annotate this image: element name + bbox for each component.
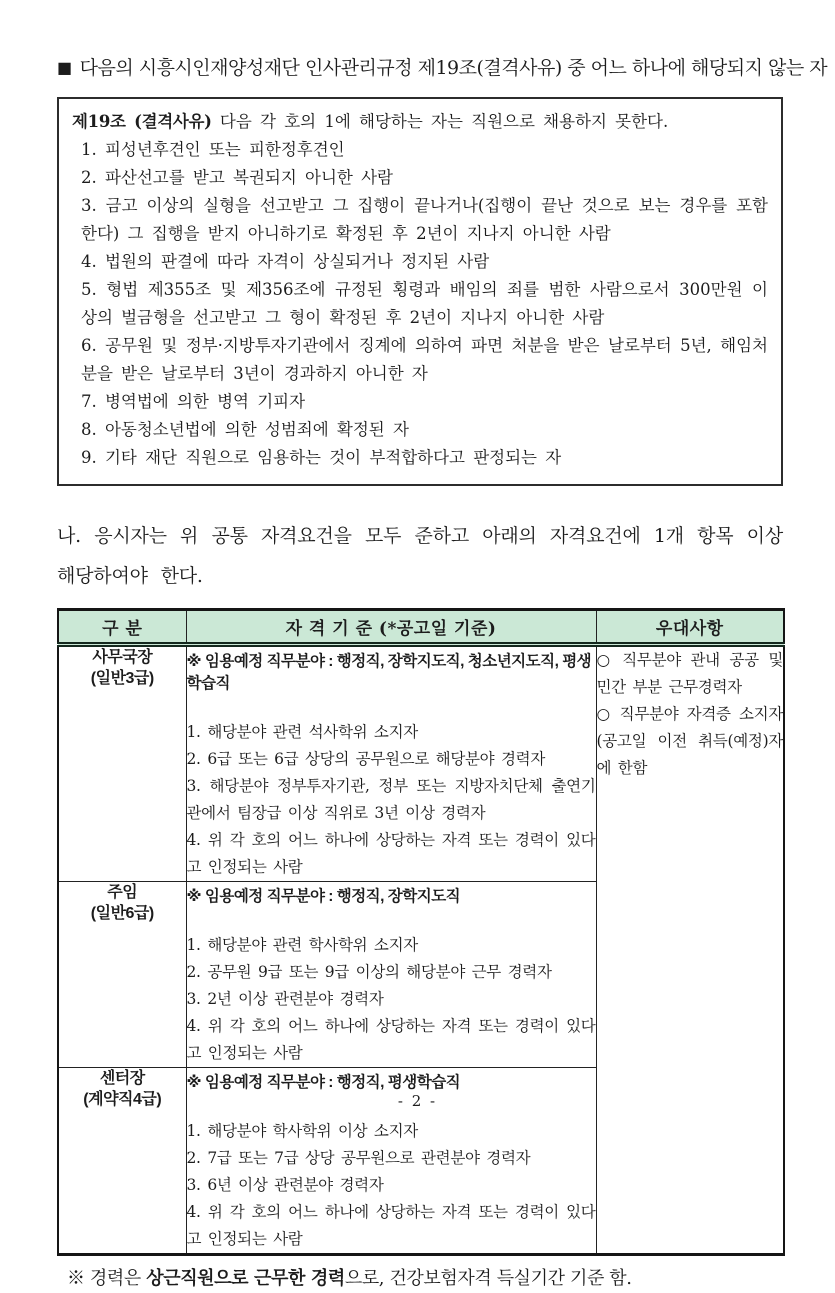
position-cell-samugukjang xyxy=(58,645,186,882)
position-cell-juim xyxy=(58,882,186,1068)
law-item-6: 6. 공무원 및 정부·지방투자기관에서 징계에 의하여 파면 처분을 받은 날로부터 5년, 해임처분을 받은 날로부터 3년이 경과하지 아니한 자 xyxy=(81,336,768,383)
criteria-item: 4. 위 각 호의 어느 하나에 상당하는 자격 또는 경력이 있다고 인정되는 사람 xyxy=(186,1017,596,1062)
criteria-item: 3. 6년 이상 관련분야 경력자 xyxy=(186,1176,384,1194)
footnote-suffix: 으로, 건강보험자격 득실기간 기준 함. xyxy=(344,1268,632,1289)
criteria-cell-samugukjang xyxy=(186,645,596,882)
criteria-cell-juim xyxy=(186,882,596,1068)
criteria-item: 2. 7급 또는 7급 상당 공무원으로 관련분야 경력자 xyxy=(186,1149,531,1167)
law-box-title-rest: 다음 각 호의 1에 해당하는 자는 직원으로 채용하지 못한다. xyxy=(211,112,669,131)
preference-item: ○ 직무분야 자격증 소지자(공고일 이전 취득(예정)자에 한함 xyxy=(596,705,783,777)
field-note: ※ 임용예정 직무분야 : 행정직, 평생학습직 xyxy=(186,1074,461,1091)
position-grade: (일반6급) xyxy=(90,905,154,922)
footnote-bold: 상근직원으로 근무한 경력 xyxy=(146,1268,345,1289)
position-name: 사무국장 xyxy=(92,649,153,666)
law-item-4: 4. 법원의 판결에 따라 자격이 상실되거나 정지된 사람 xyxy=(81,252,490,271)
criteria-item: 1. 해당분야 관련 학사학위 소지자 xyxy=(186,936,418,954)
career-footnote xyxy=(57,1265,783,1293)
page-number: - 2 - xyxy=(397,1092,438,1110)
law-item-8: 8. 아동청소년법에 의한 성범죄에 확정된 자 xyxy=(81,420,409,439)
law-box-title-bold: 제19조 (결격사유) xyxy=(72,112,212,131)
law-item-9: 9. 기타 재단 직원으로 임용하는 것이 부적합하다고 판정되는 자 xyxy=(81,448,562,467)
header-qualification: 자 격 기 준 (*공고일 기준) xyxy=(186,610,596,645)
field-note: ※ 임용예정 직무분야 : 행정직, 장학지도직 xyxy=(186,888,461,905)
header-preference: 우대사항 xyxy=(596,610,784,645)
table-row-samugukjang xyxy=(58,645,784,882)
law-item-2: 2. 파산선고를 받고 복권되지 아니한 사람 xyxy=(81,168,393,187)
preference-cell xyxy=(596,645,784,1255)
position-name: 주임 xyxy=(107,884,138,901)
disqualification-box xyxy=(57,97,783,486)
criteria-item: 2. 공무원 9급 또는 9급 이상의 해당분야 근무 경력자 xyxy=(186,963,552,981)
position-name: 센터장 xyxy=(99,1070,145,1087)
law-box-title xyxy=(72,108,768,136)
section-heading-text: 다음의 시흥시인재양성재단 인사관리규정 제19조(결격사유) 중 어느 하나에 해당되지 않는 자 xyxy=(79,57,828,79)
section-heading xyxy=(57,55,828,81)
header-gubun: 구 분 xyxy=(58,610,186,645)
criteria-item: 3. 2년 이상 관련분야 경력자 xyxy=(186,990,384,1008)
criteria-item: 2. 6급 또는 6급 상당의 공무원으로 해당분야 경력자 xyxy=(186,750,545,768)
criteria-item: 3. 해당분야 정부투자기관, 정부 또는 지방자치단체 출연기관에서 팀장급 이상 직위로 3년 이상 경력자 xyxy=(186,777,596,822)
criteria-item: 1. 해당분야 학사학위 이상 소지자 xyxy=(186,1122,418,1140)
preference-item: ○ 직무분야 관내 공공 및 민간 부분 근무경력자 xyxy=(596,651,783,696)
criteria-item: 4. 위 각 호의 어느 하나에 상당하는 자격 또는 경력이 있다고 인정되는 사람 xyxy=(186,1203,596,1248)
law-item-3: 3. 금고 이상의 실형을 선고받고 그 집행이 끝나거나(집행이 끝난 것으로 보는 경우를 포함한다) 그 집행을 받지 아니하기로 확정된 후 2년이 지나지 아니한 사람 xyxy=(81,196,768,243)
law-item-7: 7. 병역법에 의한 병역 기피자 xyxy=(81,392,306,411)
qualification-table xyxy=(57,608,785,1256)
square-bullet-icon: ■ xyxy=(57,58,72,77)
field-note: ※ 임용예정 직무분야 : 행정직, 장학지도직, 청소년지도직, 평생학습직 xyxy=(186,653,592,692)
law-item-1: 1. 피성년후견인 또는 피한정후견인 xyxy=(81,140,345,159)
law-item-5: 5. 형법 제355조 및 제356조에 규정된 횡령과 배임의 죄를 범한 사람으로서 300만원 이상의 벌금형을 선고받고 그 형이 확정된 후 2년이 지나지 아니한 사람 xyxy=(81,280,768,327)
paragraph-na: 나. 응시자는 위 공통 자격요건을 모두 준하고 아래의 자격요건에 1개 항목 이상 해당하여야 한다. xyxy=(57,525,783,587)
position-grade: (일반3급) xyxy=(90,670,154,687)
criteria-item: 1. 해당분야 관련 석사학위 소지자 xyxy=(186,723,418,741)
position-grade: (계약직4급) xyxy=(83,1091,162,1108)
table-header-row xyxy=(58,610,784,645)
criteria-item: 4. 위 각 호의 어느 하나에 상당하는 자격 또는 경력이 있다고 인정되는 사람 xyxy=(186,831,596,876)
footnote-prefix: ※ 경력은 xyxy=(67,1268,147,1289)
